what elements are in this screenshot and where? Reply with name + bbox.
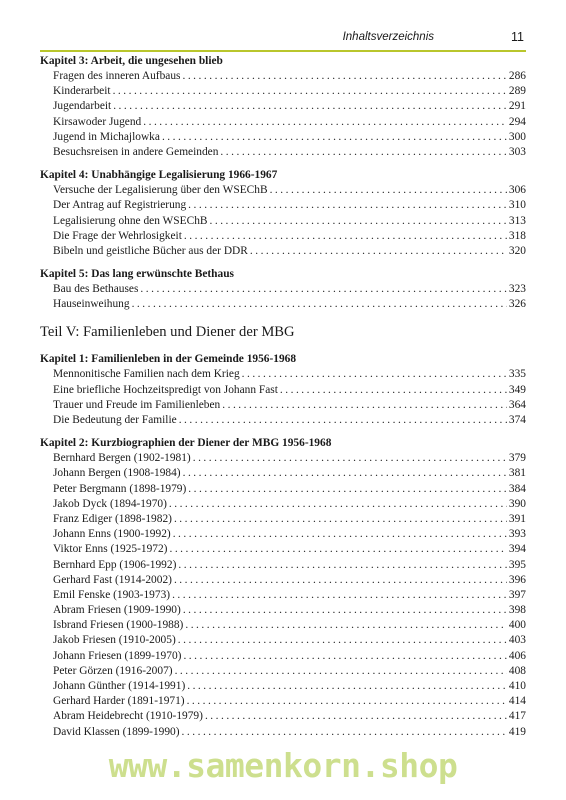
toc-entry bbox=[40, 198, 526, 213]
entry-page-number: 318 bbox=[508, 229, 526, 242]
entry-page-number: 303 bbox=[508, 145, 526, 158]
chapter-title: Kapitel 3: Arbeit, die ungesehen blieb bbox=[40, 55, 223, 67]
entry-title: Jakob Dyck (1894-1970) bbox=[53, 497, 167, 510]
dot-leader bbox=[205, 709, 507, 724]
entry-page-number: 289 bbox=[508, 85, 526, 98]
entry-page-number: 379 bbox=[508, 452, 526, 465]
dot-leader bbox=[169, 542, 506, 557]
dot-leader bbox=[250, 244, 507, 259]
entry-page-number: 364 bbox=[508, 398, 526, 411]
toc-entry bbox=[40, 130, 526, 145]
entry-title: Abram Friesen (1909-1990) bbox=[53, 604, 181, 617]
entry-title: David Klassen (1899-1990) bbox=[53, 725, 180, 738]
toc-entry bbox=[40, 512, 526, 527]
entry-page-number: 294 bbox=[508, 115, 526, 128]
toc-entry bbox=[40, 229, 526, 244]
entry-page-number: 335 bbox=[508, 368, 526, 381]
toc-entry bbox=[40, 542, 526, 557]
entry-title: Bibeln und geistliche Bücher aus der DDR bbox=[53, 244, 248, 257]
entry-title: Der Antrag auf Registrierung bbox=[53, 199, 187, 212]
dot-leader bbox=[140, 282, 506, 297]
entry-page-number: 313 bbox=[508, 214, 526, 227]
dot-leader bbox=[132, 297, 507, 312]
entry-title: Kirsawoder Jugend bbox=[53, 115, 142, 128]
entry-title: Jakob Friesen (1910-2005) bbox=[53, 634, 176, 647]
dot-leader bbox=[183, 466, 507, 481]
entry-page-number: 396 bbox=[508, 573, 526, 586]
toc-entry bbox=[40, 282, 526, 297]
dot-leader bbox=[178, 633, 507, 648]
dot-leader bbox=[169, 497, 507, 512]
dot-leader bbox=[182, 69, 506, 84]
entry-page-number: 403 bbox=[508, 634, 526, 647]
toc-entry bbox=[40, 115, 526, 130]
entry-page-number: 419 bbox=[508, 725, 526, 738]
toc-entry bbox=[40, 413, 526, 428]
dot-leader bbox=[188, 482, 507, 497]
dot-leader bbox=[187, 679, 507, 694]
entry-page-number: 384 bbox=[508, 482, 526, 495]
entry-title: Johann Enns (1900-1992) bbox=[53, 528, 171, 541]
dot-leader bbox=[280, 383, 507, 398]
entry-page-number: 394 bbox=[508, 543, 526, 556]
toc-entry bbox=[40, 145, 526, 160]
running-header bbox=[40, 30, 526, 52]
dot-leader bbox=[173, 527, 507, 542]
toc-entry bbox=[40, 69, 526, 84]
entry-title: Eine briefliche Hochzeitspredigt von Johann Fast bbox=[53, 383, 278, 396]
dot-leader bbox=[220, 145, 506, 160]
toc-entry bbox=[40, 383, 526, 398]
entry-page-number: 306 bbox=[508, 184, 526, 197]
entry-title: Mennonitische Familien nach dem Krieg bbox=[53, 368, 240, 381]
toc-entry bbox=[40, 214, 526, 229]
entry-title: Franz Ediger (1898-1982) bbox=[53, 512, 172, 525]
toc-entry bbox=[40, 99, 526, 114]
entry-title: Trauer und Freude im Familienleben bbox=[53, 398, 221, 411]
entry-title: Johann Friesen (1899-1970) bbox=[53, 649, 182, 662]
dot-leader bbox=[178, 558, 507, 573]
dot-leader bbox=[162, 130, 507, 145]
entry-page-number: 286 bbox=[508, 70, 526, 82]
toc-entry bbox=[40, 482, 526, 497]
entry-title: Johann Bergen (1908-1984) bbox=[53, 467, 181, 480]
chapter-spacer bbox=[40, 160, 526, 168]
dot-leader bbox=[175, 664, 507, 679]
entry-page-number: 408 bbox=[508, 664, 526, 677]
toc-entry bbox=[40, 558, 526, 573]
entry-title: Legalisierung ohne den WSEChB bbox=[53, 214, 208, 227]
toc-entry bbox=[40, 618, 526, 633]
entry-page-number: 398 bbox=[508, 604, 526, 617]
entry-page-number: 320 bbox=[508, 244, 526, 257]
entry-title: Emil Fenske (1903-1973) bbox=[53, 588, 171, 601]
entry-title: Bernhard Bergen (1902-1981) bbox=[53, 452, 191, 465]
dot-leader bbox=[222, 398, 507, 413]
chapter-title: Kapitel 2: Kurzbiographien der Diener der MBG 1956-1968 bbox=[40, 437, 332, 450]
entry-title: Fragen des inneren Aufbaus bbox=[53, 70, 181, 82]
chapter-section bbox=[40, 436, 526, 740]
chapter-title: Kapitel 1: Familienleben in der Gemeinde 1956-1968 bbox=[40, 353, 297, 366]
entry-page-number: 381 bbox=[508, 467, 526, 480]
page-number: 11 bbox=[511, 30, 524, 44]
toc-entry bbox=[40, 398, 526, 413]
entry-title: Besuchsreisen in andere Gemeinden bbox=[53, 145, 219, 158]
entry-title: Bau des Bethauses bbox=[53, 283, 139, 296]
toc-entry bbox=[40, 649, 526, 664]
chapter-title: Kapitel 4: Unabhängige Legalisierung 1966-1967 bbox=[40, 169, 278, 182]
entry-title: Die Bedeutung der Familie bbox=[53, 414, 177, 426]
entry-title: Peter Görzen (1916-2007) bbox=[53, 664, 173, 677]
dot-leader bbox=[193, 451, 507, 466]
dot-leader bbox=[143, 115, 507, 130]
entry-page-number: 349 bbox=[508, 383, 526, 396]
entry-page-number: 417 bbox=[508, 710, 526, 723]
dot-leader bbox=[185, 618, 507, 633]
dot-leader bbox=[183, 649, 506, 664]
toc-entry bbox=[40, 679, 526, 694]
toc-entry bbox=[40, 694, 526, 709]
entry-title: Jugendarbeit bbox=[53, 100, 112, 113]
chapter-section bbox=[40, 168, 526, 259]
entry-title: Jugend in Michajlowka bbox=[53, 130, 160, 143]
entry-title: Bernhard Epp (1906-1992) bbox=[53, 558, 177, 571]
dot-leader bbox=[188, 198, 507, 213]
part-title: Teil V: Familienleben und Diener der MBG bbox=[40, 324, 295, 341]
dot-leader bbox=[182, 725, 507, 740]
toc-entry bbox=[40, 664, 526, 679]
entry-page-number: 414 bbox=[508, 695, 526, 708]
entry-title: Versuche der Legalisierung über den WSEChB bbox=[53, 184, 268, 197]
entry-title: Gerhard Harder (1891-1971) bbox=[53, 695, 185, 708]
entry-title: Kinderarbeit bbox=[53, 85, 111, 98]
dot-leader bbox=[270, 183, 507, 198]
dot-leader bbox=[174, 573, 507, 588]
toc-entry bbox=[40, 725, 526, 740]
dot-leader bbox=[210, 214, 507, 229]
dot-leader bbox=[172, 588, 507, 603]
chapter-group-part-iv bbox=[40, 54, 526, 312]
dot-leader bbox=[187, 694, 507, 709]
entry-page-number: 410 bbox=[508, 680, 526, 692]
chapter-section bbox=[40, 54, 526, 160]
dot-leader bbox=[184, 229, 507, 244]
entry-page-number: 326 bbox=[508, 298, 526, 311]
toc-entry bbox=[40, 297, 526, 312]
toc-entry bbox=[40, 588, 526, 603]
dot-leader bbox=[174, 512, 507, 527]
entry-page-number: 397 bbox=[508, 588, 526, 601]
entry-page-number: 393 bbox=[508, 528, 526, 541]
dot-leader bbox=[183, 603, 507, 618]
toc-entry bbox=[40, 497, 526, 512]
toc-entry bbox=[40, 367, 526, 382]
entry-title: Abram Heidebrecht (1910-1979) bbox=[53, 710, 203, 723]
toc-entry bbox=[40, 633, 526, 648]
toc-entry bbox=[40, 183, 526, 198]
entry-page-number: 300 bbox=[508, 130, 526, 143]
entry-page-number: 391 bbox=[508, 512, 526, 525]
toc-entry bbox=[40, 451, 526, 466]
dot-leader bbox=[113, 84, 507, 99]
entry-title: Peter Bergmann (1898-1979) bbox=[53, 482, 187, 495]
entry-page-number: 323 bbox=[508, 283, 526, 296]
chapter-group-part-v bbox=[40, 352, 526, 739]
entry-page-number: 406 bbox=[508, 649, 526, 662]
toc-entry bbox=[40, 244, 526, 259]
entry-page-number: 390 bbox=[508, 497, 526, 510]
chapter-title: Kapitel 5: Das lang erwünschte Bethaus bbox=[40, 268, 234, 281]
chapter-spacer bbox=[40, 259, 526, 267]
entry-page-number: 400 bbox=[508, 619, 526, 632]
chapter-section bbox=[40, 352, 526, 428]
chapter-section bbox=[40, 267, 526, 312]
entry-page-number: 291 bbox=[508, 100, 526, 113]
toc-entry bbox=[40, 84, 526, 99]
toc-entry bbox=[40, 527, 526, 542]
toc-entry bbox=[40, 709, 526, 724]
entry-title: Johann Günther (1914-1991) bbox=[53, 680, 186, 692]
entry-title: Die Frage der Wehrlosigkeit bbox=[53, 229, 182, 242]
header-title: Inhaltsverzeichnis bbox=[342, 31, 434, 43]
entry-title: Gerhard Fast (1914-2002) bbox=[53, 573, 172, 586]
table-of-contents bbox=[40, 54, 526, 740]
toc-entry bbox=[40, 573, 526, 588]
toc-entry bbox=[40, 603, 526, 618]
dot-leader bbox=[113, 99, 507, 114]
entry-page-number: 310 bbox=[508, 199, 526, 212]
dot-leader bbox=[179, 413, 507, 428]
entry-page-number: 374 bbox=[508, 414, 526, 426]
chapter-spacer bbox=[40, 428, 526, 436]
entry-page-number: 395 bbox=[508, 558, 526, 571]
toc-entry bbox=[40, 466, 526, 481]
entry-title: Viktor Enns (1925-1972) bbox=[53, 543, 168, 556]
entry-title: Hauseinweihung bbox=[53, 298, 130, 311]
watermark: www.samenkorn.shop bbox=[108, 746, 458, 785]
dot-leader bbox=[242, 367, 507, 382]
entry-title: Isbrand Friesen (1900-1988) bbox=[53, 619, 184, 632]
